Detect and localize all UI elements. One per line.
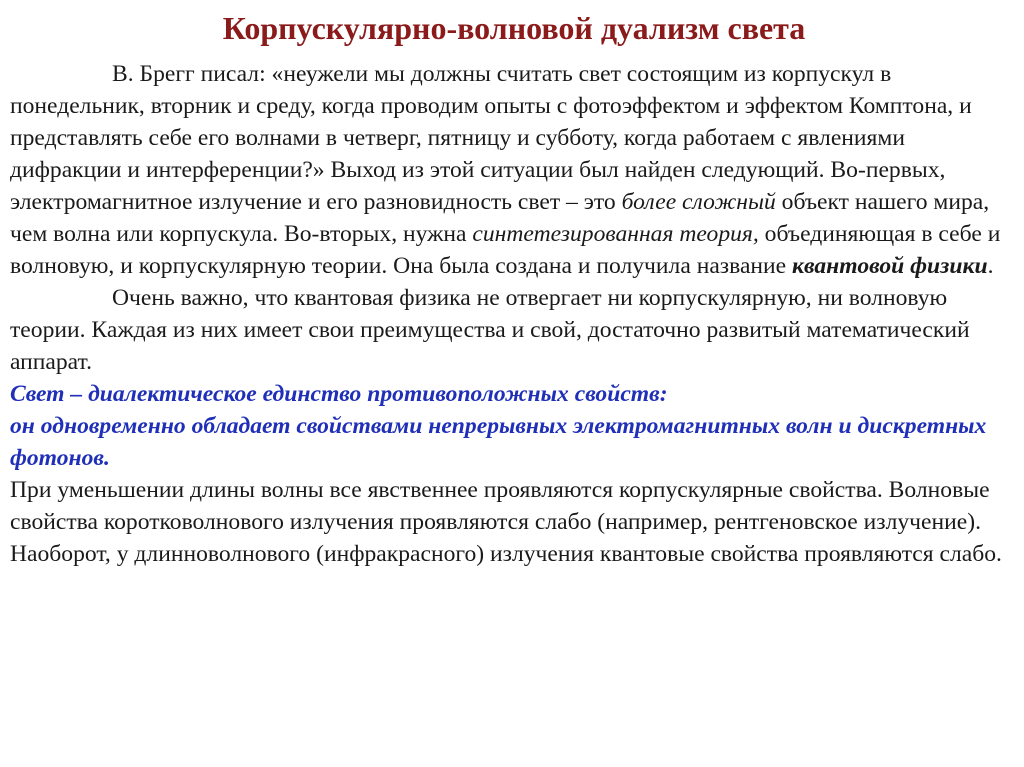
paragraph-bragg-middle-2: объединяющая в себе и волновую, и корпускулярную теории. Она была создана и получила название [10, 221, 1001, 279]
paragraph-bragg-middle: объект нашего мира, чем волна или корпускула. Во-вторых, нужна [10, 189, 990, 247]
emphasis-quantum-physics: квантовой физики [792, 253, 988, 279]
emphasis-more-complex: более сложный [621, 189, 776, 215]
highlight-line-1: Свет – диалектическое единство противоположных свойств: [10, 381, 668, 407]
paragraph-wavelength: При уменьшении длины волны все явственнее проявляются корпускулярные свойства. Волновые свойства коротковолнового излучения проявляются слабо (например, рентгеновское излучение). Наоборот, у длинноволнового (инфракрасного) излучения квантовые свойства проявляются слабо. [10, 477, 1002, 567]
highlight-light-duality [10, 378, 1006, 474]
emphasis-synthesized-theory: синтетезированная теория, [472, 221, 759, 247]
paragraph-quantum-physics: Очень важно, что квантовая физика не отвергает ни корпускулярную, ни волновую теории. Каждая из них имеет свои преимущества и свой, достаточно развитый математический аппарат. [10, 285, 970, 375]
paragraph-bragg-end: . [987, 253, 994, 279]
paragraph-bragg-text: В. Брегг писал: «неужели мы должны считать свет состоящим из корпускул в понедельник, вторник и среду, когда проводим опыты с фотоэффектом и эффектом Комптона, и представлять себе его волнами в четверг, пятницу и субботу, когда работаем с явлениями дифракции и интерференции?» Выход из этой ситуации был найден следующий. Во-первых, электромагнитное излучение и его разновидность свет – это [10, 61, 972, 215]
slide-title: Корпускулярно-волновой дуализм света [222, 10, 806, 46]
paragraph-bragg-quote [10, 58, 1006, 282]
slide-body [10, 58, 1006, 570]
highlight-line-2: он одновременно обладает свойствами непрерывных электромагнитных волн и дискретных фотонов. [10, 413, 987, 471]
